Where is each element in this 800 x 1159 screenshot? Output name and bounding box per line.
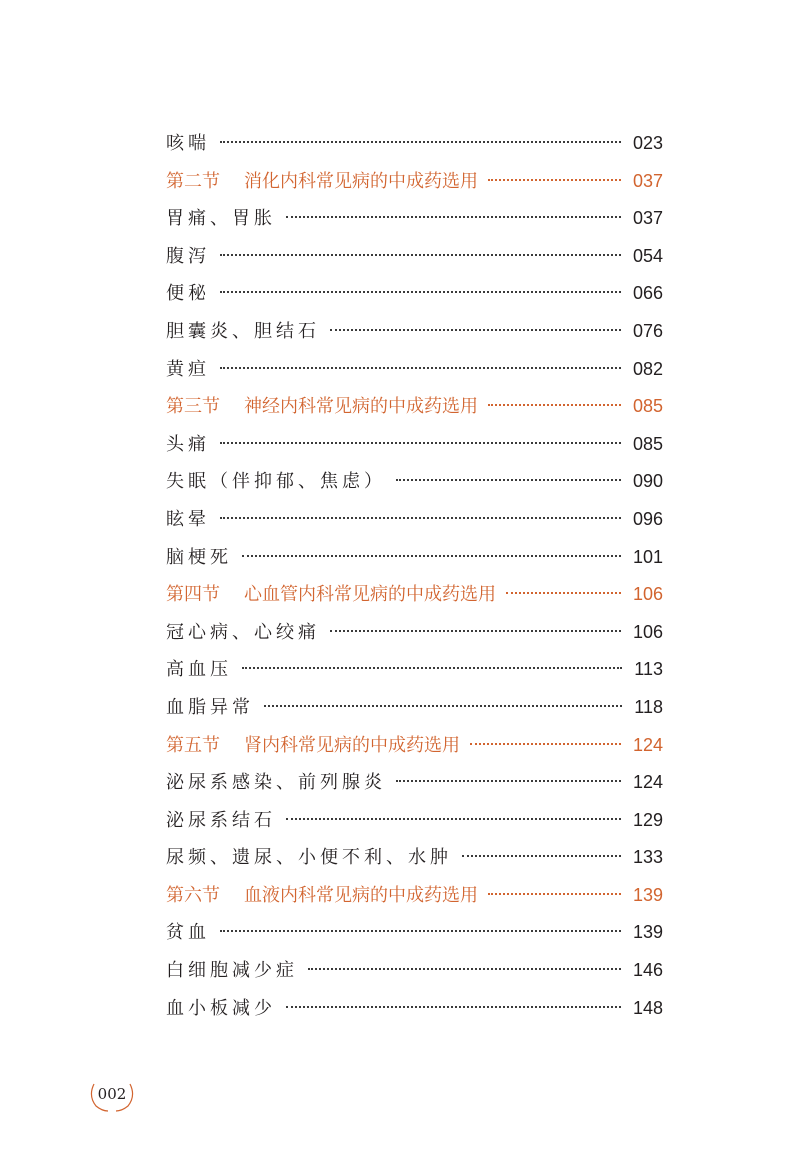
toc-item-row[interactable] xyxy=(166,351,663,389)
toc-page-number: 148 xyxy=(632,997,663,1018)
toc-page-number: 113 xyxy=(634,659,663,680)
toc-page-number: 054 xyxy=(632,245,663,266)
toc-item-label: 血小板减少 xyxy=(166,997,276,1019)
toc-item-label: 脑梗死 xyxy=(166,546,232,568)
toc-item-label: 咳喘 xyxy=(166,133,210,154)
toc-dot-leader xyxy=(488,404,621,406)
toc-page-number: 106 xyxy=(632,584,663,605)
toc-page-number: 124 xyxy=(632,772,663,793)
toc-item-row[interactable] xyxy=(166,238,663,276)
toc-page-number: 106 xyxy=(632,621,663,642)
toc-section-title: 血液内科常见病的中成药选用 xyxy=(244,884,478,906)
toc-section-label xyxy=(166,388,478,426)
toc-item-row[interactable] xyxy=(166,426,663,464)
toc-section-number: 第三节 xyxy=(166,396,220,418)
table-of-contents xyxy=(166,125,663,1027)
toc-item-label: 泌尿系结石 xyxy=(166,809,276,831)
toc-item-row[interactable] xyxy=(166,802,663,840)
toc-page-number: 066 xyxy=(632,283,663,304)
toc-dot-leader xyxy=(264,705,622,707)
toc-section-row[interactable] xyxy=(166,877,663,915)
toc-page-number: 076 xyxy=(632,320,663,341)
toc-dot-leader xyxy=(242,667,622,669)
toc-item-label: 尿频、遗尿、小便不利、水肿 xyxy=(166,847,452,869)
toc-item-row[interactable] xyxy=(166,463,663,501)
toc-item-row[interactable] xyxy=(166,313,663,351)
toc-section-number: 第六节 xyxy=(166,884,220,906)
toc-item-row[interactable] xyxy=(166,501,663,539)
toc-section-row[interactable] xyxy=(166,727,663,765)
toc-page-number: 139 xyxy=(632,922,663,943)
page-number xyxy=(88,1080,136,1114)
toc-dot-leader xyxy=(308,968,621,970)
toc-page-number: 037 xyxy=(632,208,663,229)
toc-dot-leader xyxy=(286,818,621,820)
toc-section-title: 肾内科常见病的中成药选用 xyxy=(244,734,460,756)
toc-page-number: 129 xyxy=(632,809,663,830)
toc-item-row[interactable] xyxy=(166,125,663,163)
toc-section-row[interactable] xyxy=(166,163,663,201)
toc-item-row[interactable] xyxy=(166,200,663,238)
toc-item-row[interactable] xyxy=(166,651,663,689)
toc-item-label: 血脂异常 xyxy=(166,696,254,718)
toc-dot-leader xyxy=(396,780,621,782)
toc-section-number: 第二节 xyxy=(166,170,220,192)
toc-dot-leader xyxy=(220,141,621,143)
toc-dot-leader xyxy=(220,517,621,519)
toc-section-number: 第五节 xyxy=(166,734,220,756)
toc-page-number: 124 xyxy=(632,734,663,755)
toc-dot-leader xyxy=(220,367,621,369)
toc-dot-leader xyxy=(462,855,621,857)
toc-dot-leader xyxy=(242,555,621,557)
toc-dot-leader xyxy=(488,893,621,895)
toc-item-row[interactable] xyxy=(166,914,663,952)
toc-page-number: 082 xyxy=(632,358,663,379)
toc-dot-leader xyxy=(220,254,621,256)
toc-dot-leader xyxy=(506,592,621,594)
toc-page-number: 085 xyxy=(632,433,663,454)
toc-page-number: 133 xyxy=(632,847,663,868)
toc-page-number: 118 xyxy=(634,696,663,717)
toc-item-label: 便秘 xyxy=(166,283,210,305)
toc-item-label: 失眠（伴抑郁、焦虑） xyxy=(166,471,386,493)
toc-dot-leader xyxy=(330,329,621,331)
toc-page-number: 101 xyxy=(632,546,663,567)
toc-page-number: 037 xyxy=(632,170,663,191)
toc-item-label: 眩晕 xyxy=(166,508,210,530)
toc-section-label xyxy=(166,576,496,614)
toc-page-number: 085 xyxy=(632,396,663,417)
toc-item-row[interactable] xyxy=(166,614,663,652)
toc-dot-leader xyxy=(396,479,621,481)
toc-item-row[interactable] xyxy=(166,839,663,877)
toc-item-row[interactable] xyxy=(166,990,663,1028)
toc-item-row[interactable] xyxy=(166,952,663,990)
toc-item-label: 胆囊炎、胆结石 xyxy=(166,320,320,342)
toc-item-label: 贫血 xyxy=(166,922,210,944)
toc-section-number: 第四节 xyxy=(166,584,220,606)
toc-item-row[interactable] xyxy=(166,689,663,727)
toc-section-label xyxy=(166,727,460,765)
toc-item-row[interactable] xyxy=(166,275,663,313)
page-number-text: 002 xyxy=(97,1085,127,1103)
toc-dot-leader xyxy=(220,291,621,293)
toc-page-number: 090 xyxy=(632,471,663,492)
toc-section-label xyxy=(166,163,478,201)
toc-item-label: 头痛 xyxy=(166,433,210,455)
toc-section-row[interactable] xyxy=(166,576,663,614)
toc-section-row[interactable] xyxy=(166,388,663,426)
toc-dot-leader xyxy=(330,630,621,632)
toc-item-row[interactable] xyxy=(166,539,663,577)
toc-item-label: 泌尿系感染、前列腺炎 xyxy=(166,772,386,794)
toc-section-title: 心血管内科常见病的中成药选用 xyxy=(244,584,496,606)
toc-page-number: 139 xyxy=(632,884,663,905)
toc-section-title: 消化内科常见病的中成药选用 xyxy=(244,170,478,192)
toc-page-number: 023 xyxy=(632,133,663,153)
toc-dot-leader xyxy=(286,1006,621,1008)
toc-page-number: 146 xyxy=(632,960,663,981)
toc-item-label: 黄疸 xyxy=(166,358,210,380)
toc-dot-leader xyxy=(220,930,621,932)
toc-item-label: 胃痛、胃胀 xyxy=(166,208,276,230)
toc-dot-leader xyxy=(220,442,621,444)
toc-item-label: 冠心病、心绞痛 xyxy=(166,621,320,643)
toc-dot-leader xyxy=(488,179,621,181)
toc-item-label: 白细胞减少症 xyxy=(166,960,298,982)
toc-item-label: 腹泻 xyxy=(166,245,210,267)
toc-dot-leader xyxy=(286,216,621,218)
toc-dot-leader xyxy=(470,743,621,745)
toc-page-number: 096 xyxy=(632,508,663,529)
toc-item-label: 高血压 xyxy=(166,659,232,681)
toc-item-row[interactable] xyxy=(166,764,663,802)
toc-section-title: 神经内科常见病的中成药选用 xyxy=(244,396,478,418)
toc-section-label xyxy=(166,877,478,915)
